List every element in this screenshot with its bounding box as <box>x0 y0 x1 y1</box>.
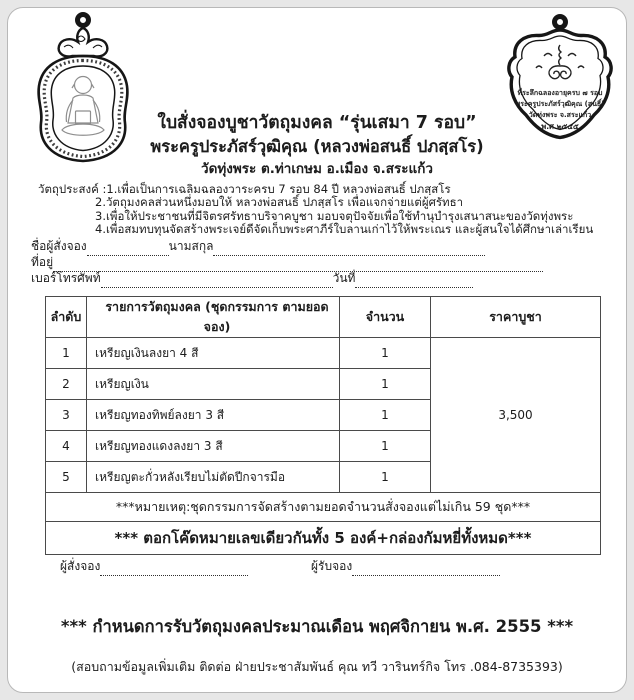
row-item: เหรียญเงินลงยา 4 สี <box>87 338 340 369</box>
name-field-row <box>31 241 591 256</box>
row-item: เหรียญเงิน <box>87 369 340 400</box>
row-no: 4 <box>46 431 87 462</box>
amulet-back-image <box>498 12 622 158</box>
table-header-row <box>46 297 601 338</box>
date-label: วันที่ <box>332 271 356 285</box>
amulet-back-line-2: พระครูประภัสร์วุฒิคุณ (สนธิ์) <box>515 100 605 108</box>
note-code-text: *** ตอกโค๊ดหมายเลขเดียวกันทั้ง 5 องค์+กล่องกัมหยี่ทั้งหมด*** <box>46 522 601 555</box>
purpose-line-4: 4.เพื่อสมทบทุนจัดสร้างพระเจย์ดีจัดเก็บพระศาภีร์ใบลานเก่าไว้ให้พระเณร และผู้สนใจได้ศึกษาเล่าเรียน <box>95 222 594 237</box>
purpose-item-1: 1.เพื่อเป็นการเฉลิมฉลองวาระครบ 7 รอบ 84 ปี หลวงพ่อสนธิ์ ปภสฺสโร <box>106 182 451 196</box>
receiver-signature-line <box>352 565 500 576</box>
col-header-price: ราคาบูชา <box>431 297 601 338</box>
phone-label: เบอร์โทรศัพท์ <box>31 271 101 285</box>
table-row <box>46 338 601 369</box>
contact-info-text: (สอบถามข้อมูลเพิ่มเติม ติดต่อ ฝ่ายประชาสัมพันธ์ คุณ ทวี วารินทร์กิจ โทร .084-8735393) <box>71 659 563 674</box>
orderer-signature <box>60 557 248 576</box>
purpose-line-2: 2.วัตถุมงคลส่วนหนึ่งมอบให้ หลวงพ่อสนธิ์ ปภสฺสโร เพื่อแจกจ่ายแต่ผู้ศรัทธา <box>95 195 464 210</box>
signature-section <box>8 557 626 577</box>
address-label: ที่อยู่ <box>31 255 54 269</box>
row-qty: 1 <box>340 369 431 400</box>
purpose-list <box>38 183 616 237</box>
row-no: 3 <box>46 400 87 431</box>
orderer-signature-line <box>100 565 248 576</box>
page-title: ใบสั่งจองบูชาวัตถุมงคล “รุ่นเสมา 7 รอบ” <box>157 113 477 133</box>
phone-fill-line <box>101 277 333 288</box>
amulet-ring-icon <box>555 17 566 28</box>
row-item: เหรียญทองแดงลงยา 3 สี <box>87 431 340 462</box>
row-no: 1 <box>46 338 87 369</box>
delivery-schedule-text: *** กำหนดการรับวัตถุมงคลประมาณเดือน พฤศจิกายน พ.ศ. 2555 *** <box>60 617 574 636</box>
row-item: เหรียญทองทิพย์ลงยา 3 สี <box>87 400 340 431</box>
row-qty: 1 <box>340 462 431 493</box>
date-fill-line <box>355 277 473 288</box>
amulet-back-line-4: พ.ศ.๒๕๕๕ <box>541 122 579 131</box>
form-header <box>118 112 516 178</box>
name-label: ชื่อผู้สั่งจอง <box>31 239 87 253</box>
note-limit-text: ***หมายเหตุ:ชุดกรรมการจัดสร้างตามยอดจำนวนสั่งจองแต่ไม่เกิน 59 ชุด*** <box>46 493 601 522</box>
yantra-symbol <box>536 45 584 79</box>
row-no: 2 <box>46 369 87 400</box>
table-note-row-1 <box>46 493 601 522</box>
form-card <box>7 7 627 693</box>
name-fill-line <box>87 245 169 256</box>
amulet-back-line-1: ที่ระลึกฉลองอายุครบ ๗ รอบ <box>517 89 603 97</box>
row-no: 5 <box>46 462 87 493</box>
row-qty: 1 <box>340 431 431 462</box>
surname-fill-line <box>213 245 485 256</box>
amulet-order-table <box>45 296 601 555</box>
row-item: เหรียญตะกั่วหลังเรียบไม่ตัดปีกจารมือ <box>87 462 340 493</box>
monk-name-title: พระครูประภัสร์วุฒิคุณ (หลวงพ่อสนธิ์ ปภสฺสโร) <box>150 137 484 157</box>
temple-name: วัดทุ่งพระ ต.ท่าเกษม อ.เมือง จ.สระแก้ว <box>201 160 433 177</box>
amulet-ring-icon <box>78 15 89 26</box>
receiver-signature-label: ผู้รับจอง <box>311 559 353 573</box>
merged-price-cell: 3,500 <box>431 338 601 493</box>
purpose-line-3: 3.เพื่อให้ประชาชนที่มีจิตรศรัทธาบริจาคบูชา มอบจตุปัจจัยเพื่อใช้ทำนุบำรุงเสนาสนะของวัดทุ่งพระ <box>95 208 574 223</box>
amulet-back-line-3: วัดทุ่งพระ จ.สระแก้ว <box>528 111 592 119</box>
col-header-no: ลำดับ <box>46 297 87 338</box>
table-note-row-2 <box>46 522 601 555</box>
address-fill-line <box>53 261 543 272</box>
surname-label: นามสกุล <box>168 239 214 253</box>
purpose-lead: วัตถุประสงค์ : <box>38 182 107 196</box>
orderer-signature-label: ผู้สั่งจอง <box>60 559 101 573</box>
receiver-signature <box>311 557 500 576</box>
orderer-info-fields <box>31 241 591 289</box>
row-qty: 1 <box>340 400 431 431</box>
col-header-qty: จำนวน <box>340 297 431 338</box>
row-qty: 1 <box>340 338 431 369</box>
col-header-item: รายการวัตถุมงคล (ชุดกรรมการ ตามยอดจอง) <box>87 297 340 338</box>
address-field-row <box>31 257 591 272</box>
phone-field-row <box>31 273 591 288</box>
